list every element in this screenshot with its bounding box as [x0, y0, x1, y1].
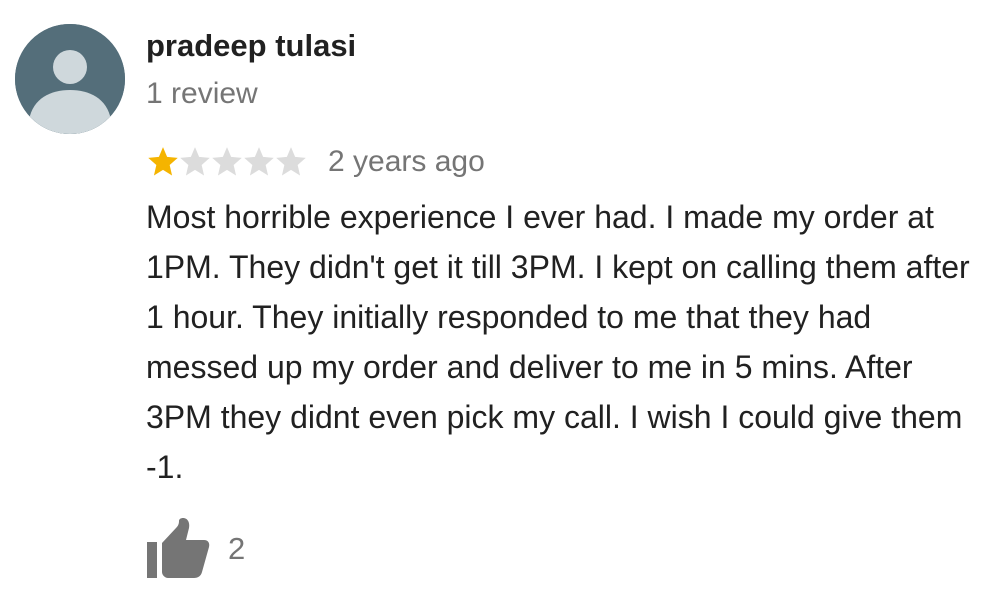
review-text: Most horrible experience I ever had. I made my order at 1PM. They didn't get it till 3PM. I kept on calling them after 1 hour. They initially responded to me that they had messed up my order and deliver to me in 5 mins. After 3PM they didnt even pick my call. I wish I could give them -1.: [146, 199, 970, 485]
star-icon-filled: [146, 145, 180, 179]
star-icon-empty: [210, 145, 244, 179]
rating-row: [146, 140, 485, 184]
author-review-count: 1 review: [146, 77, 258, 110]
default-user-avatar-icon: [15, 24, 125, 134]
thumbs-up-icon[interactable]: [146, 518, 210, 580]
helpful-count: 2: [228, 531, 246, 566]
star-icon-empty: [178, 145, 212, 179]
star-rating: [146, 145, 306, 179]
author-name[interactable]: pradeep tulasi: [146, 28, 357, 63]
star-icon-empty: [242, 145, 276, 179]
review-time: 2 years ago: [328, 145, 485, 178]
star-icon-empty: [274, 145, 308, 179]
helpful-row: [146, 518, 245, 580]
avatar[interactable]: [15, 24, 125, 134]
